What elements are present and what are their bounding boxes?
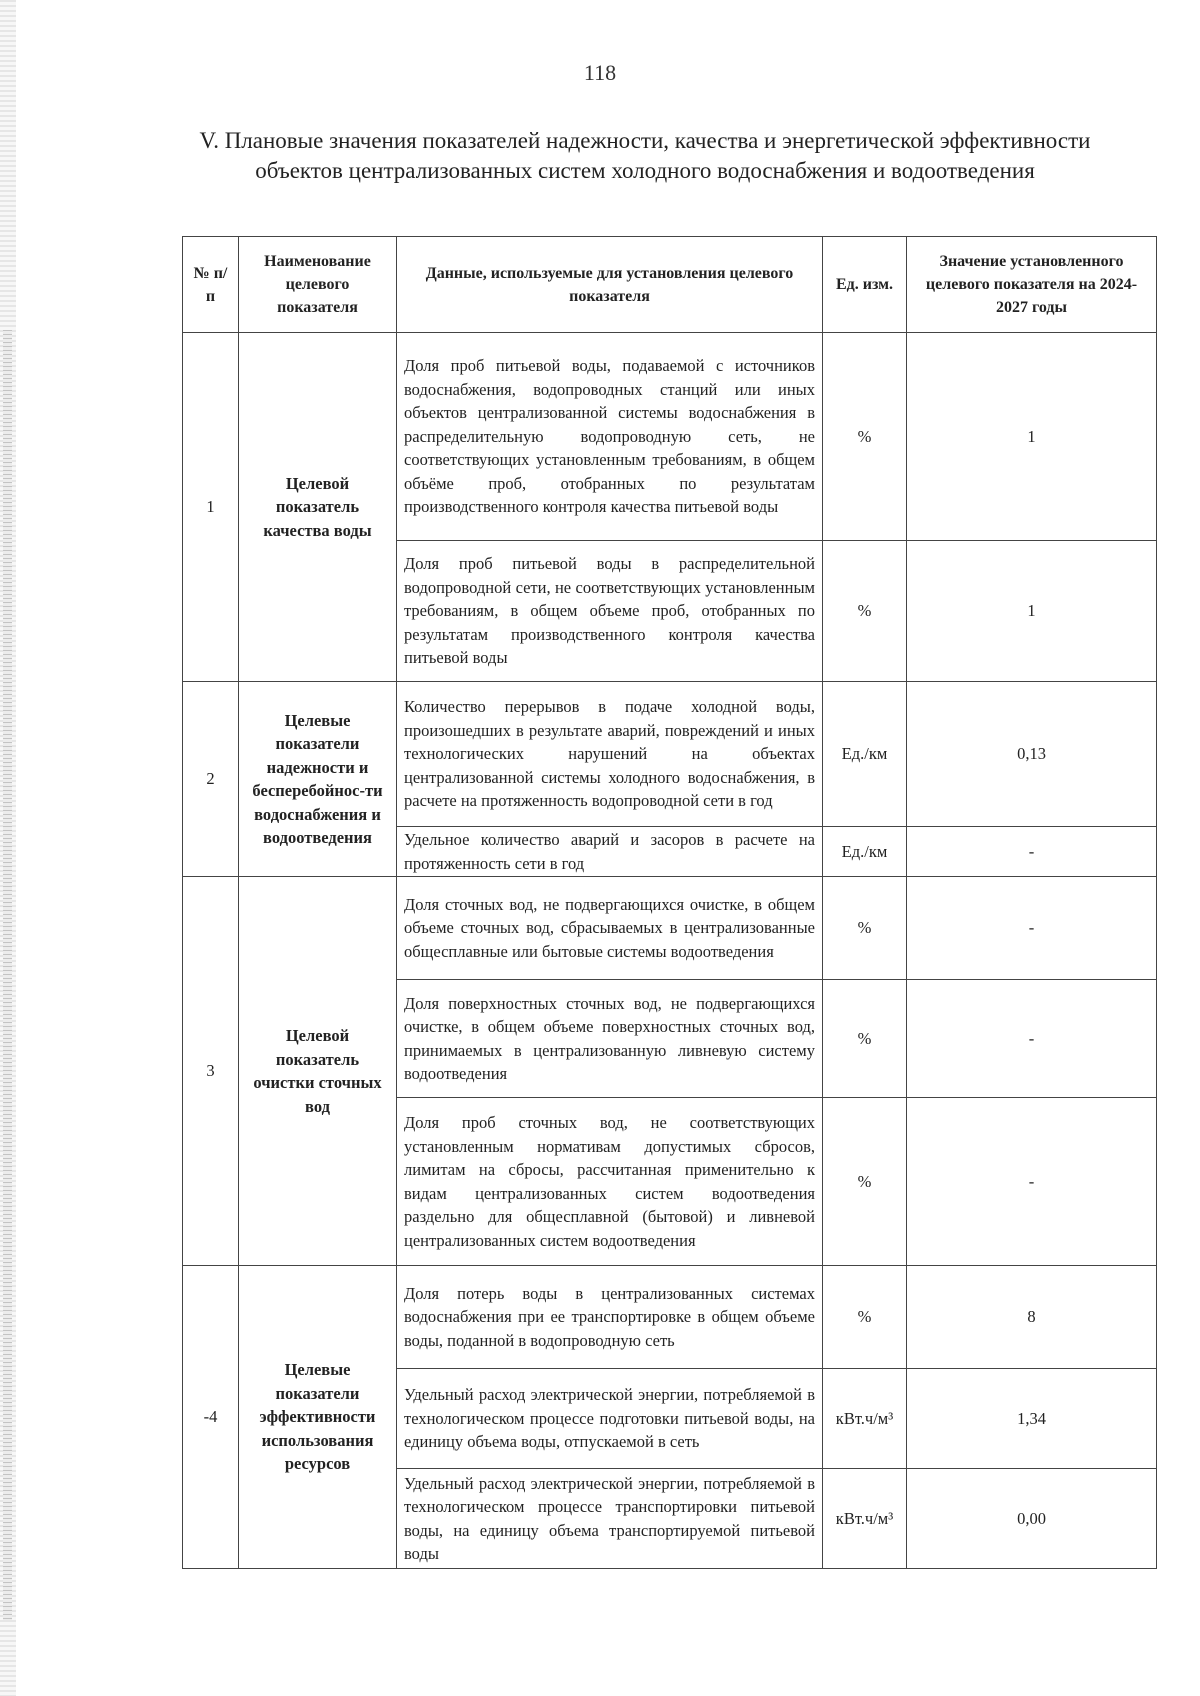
indicator-value: - (907, 980, 1157, 1098)
indicator-value: 0,13 (907, 682, 1157, 827)
indicator-value: 0,00 (907, 1469, 1157, 1569)
indicator-description: Доля проб питьевой воды в распределительной водопроводной сети, не соответствующих установленным требованиям, в общем объеме проб, отобранных по результатам производственного контроля качества питьевой воды (397, 541, 823, 682)
group-name: Целевые показатели надежности и бесперебойнос-ти водоснабжения и водоотведения (239, 682, 397, 877)
indicator-description: Доля поверхностных сточных вод, не подвергающихся очистке, в общем объеме поверхностных сточных вод, принимаемых в централизованную ливневую систему водоотведения (397, 980, 823, 1098)
indicator-unit: Ед./км (823, 682, 907, 827)
indicator-description: Количество перерывов в подаче холодной воды, произошедших в результате аварий, повреждений и иных технологических нарушений на объектах централизованной системы холодного водоснабжения, в расчете на протяженность водопроводной сети в год (397, 682, 823, 827)
page-number: 118 (583, 60, 617, 85)
header-name: Наименование целевого показателя (239, 237, 397, 333)
table-row (183, 877, 1157, 980)
indicator-unit: % (823, 1098, 907, 1266)
indicator-description: Доля потерь воды в централизованных системах водоснабжения при ее транспортировке в общем объеме воды, поданной в водопроводную сеть (397, 1266, 823, 1369)
group-number: 2 (183, 682, 239, 877)
scan-edge-marks (3, 330, 12, 1620)
table-row (183, 1266, 1157, 1369)
indicator-value: - (907, 877, 1157, 980)
indicator-description: Удельное количество аварий и засоров в расчете на протяженность сети в год (397, 827, 823, 877)
indicator-unit: % (823, 333, 907, 541)
indicator-value: 1 (907, 333, 1157, 541)
indicator-unit: % (823, 1266, 907, 1369)
indicator-value: - (907, 1098, 1157, 1266)
indicator-value: 8 (907, 1266, 1157, 1369)
indicators-table (182, 236, 1157, 1569)
indicator-description: Удельный расход электрической энергии, потребляемой в технологическом процессе транспортировки питьевой воды, на единицу объема транспортируемой питьевой воды (397, 1469, 823, 1569)
indicator-unit: Ед./км (823, 827, 907, 877)
header-value: Значение установленного целевого показателя на 2024-2027 годы (907, 237, 1157, 333)
group-number: 1 (183, 333, 239, 682)
indicator-value: 1 (907, 541, 1157, 682)
indicator-description: Удельный расход электрической энергии, потребляемой в технологическом процессе подготовки питьевой воды, на единицу объема воды, отпускаемой в сеть (397, 1369, 823, 1469)
indicator-unit: кВт.ч/м³ (823, 1469, 907, 1569)
section-title: V. Плановые значения показателей надежности, качества и энергетической эффективности объектов централизованных систем холодного водоснабжения и водоотведения (199, 128, 1091, 183)
table-row (183, 333, 1157, 541)
indicator-unit: кВт.ч/м³ (823, 1369, 907, 1469)
group-number: 3 (183, 877, 239, 1266)
header-num: № п/п (183, 237, 239, 333)
group-name: Целевой показатель очистки сточных вод (239, 877, 397, 1266)
group-name: Целевые показатели эффективности использования ресурсов (239, 1266, 397, 1569)
table-header-row (183, 237, 1157, 333)
indicator-unit: % (823, 877, 907, 980)
indicator-description: Доля проб сточных вод, не соответствующих установленным нормативам допустимых сбросов, лимитам на сбросы, рассчитанная применительно к видам централизованных систем водоотведения раздельно для общесплавной (бытовой) и ливневой централизованных систем водоотведения (397, 1098, 823, 1266)
header-unit: Ед. изм. (823, 237, 907, 333)
indicator-unit: % (823, 541, 907, 682)
header-data: Данные, используемые для установления целевого показателя (397, 237, 823, 333)
indicator-value: - (907, 827, 1157, 877)
table-row (183, 682, 1157, 827)
group-number: -4 (183, 1266, 239, 1569)
indicator-value: 1,34 (907, 1369, 1157, 1469)
indicator-unit: % (823, 980, 907, 1098)
indicator-description: Доля сточных вод, не подвергающихся очистке, в общем объеме сточных вод, сбрасываемых в централизованные общесплавные или бытовые системы водоотведения (397, 877, 823, 980)
indicator-description: Доля проб питьевой воды, подаваемой с источников водоснабжения, водопроводных станций или иных объектов централизованной системы водоснабжения в распределительную водопроводную сеть, не соответствующих установленным требованиям, в общем объёме проб, отобранных по результатам производственного контроля качества питьевой воды (397, 333, 823, 541)
group-name: Целевой показатель качества воды (239, 333, 397, 682)
